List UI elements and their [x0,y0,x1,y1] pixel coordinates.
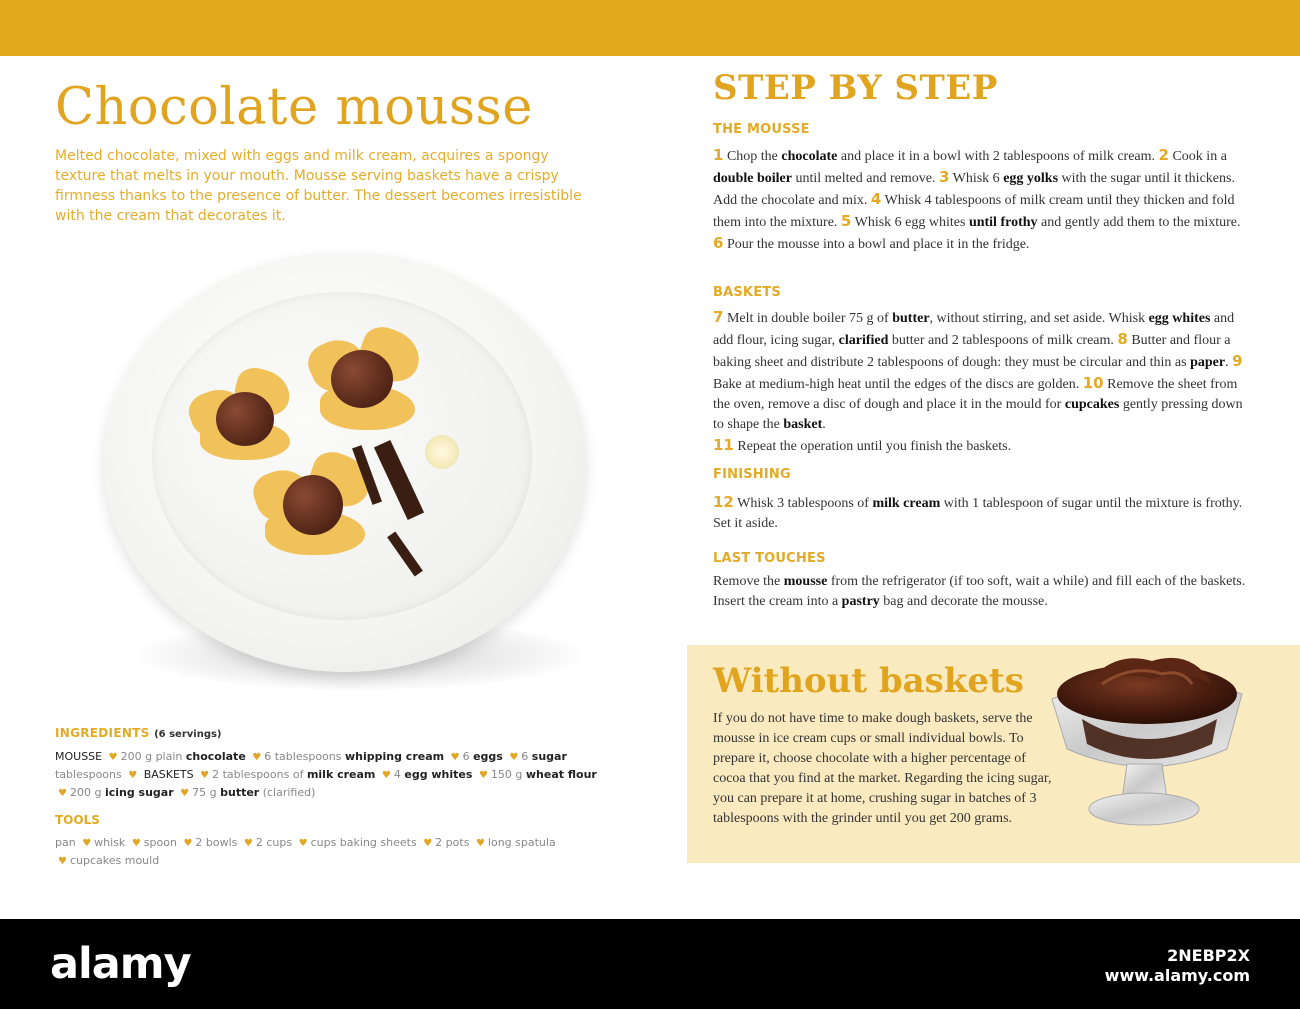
step-text: Whisk 3 tablespoons of [733,496,873,511]
cup-icon: ♥ [450,752,460,763]
step-by-step-title: STEP BY STEP [713,68,998,108]
ingredient-item: 75 g [192,786,221,799]
cup-icon: ♥ [82,838,92,849]
step-text: Melt in double boiler 75 g of [723,311,893,326]
cup-icon: ♥ [478,770,488,781]
step-text: butter and 2 tablespoons of milk cream. [888,333,1118,348]
step-number: 6 [713,234,724,252]
step-text: gently pressing down to shape the [713,397,1243,432]
step-text: Chop the [723,149,782,164]
ingredient-item: 6 [521,750,532,763]
baskets-label: BASKETS [143,768,194,781]
cup-icon: ♥ [131,838,141,849]
ingredient-item: (clarified) [262,786,316,799]
mousse-basket [255,455,375,565]
mousse-steps [713,145,1253,255]
key-term: mousse [783,574,828,589]
finishing-steps [713,492,1253,534]
cup-icon: ♥ [475,838,485,849]
step-text: Bake at medium-high heat until the edges of the discs are golden. [713,377,1083,392]
key-term: double boiler [713,171,792,186]
cup-icon: ♥ [252,752,262,763]
tool-item: spoon [143,836,177,849]
step-text: Whisk 4 tablespoons of milk cream until they thicken and fold them into the mixture. [713,193,1235,230]
key-term: chocolate [781,149,838,164]
tool-item: pan [55,836,76,849]
step-number: 1 [713,146,724,164]
cup-icon: ♥ [298,838,308,849]
step-number: 5 [840,212,852,230]
cup-icon: ♥ [243,838,253,849]
step-text: Whisk 6 egg whites [851,215,969,230]
key-term: clarified [838,333,889,348]
step-number: 2 [1158,146,1169,164]
last-touches-steps [713,572,1253,612]
ingredient-item: 4 [393,768,405,781]
mousse-cup-photo [1042,639,1252,834]
mousse-basket [305,330,425,440]
step-text: Cook in a [1168,149,1227,164]
alamy-logo: alamy [50,939,191,989]
ingredient-item: 200 g [69,786,105,799]
key-term: butter [892,311,930,326]
step-number: 12 [713,493,734,511]
tools-heading: TOOLS [55,813,100,827]
step-text: until melted and remove. [791,171,939,186]
baskets-steps [713,307,1253,457]
step-number: 11 [713,436,734,454]
ingredients-list: MOUSSE ♥ 200 g plain chocolate ♥ 6 tablespoons whipping cream ♥ 6 eggs ♥ 6 sugar tablespoons ♥ BASKETS ♥ 2 tablespoons of milk cream ♥ 4 egg whites ♥ 150 g wheat flour ♥ 200 g icing sugar ♥ 75 g butter (clarified) [55,750,597,799]
step-text: from the refrigerator (if too soft, wait a while) and fill each of the baskets. Insert the cream into a [713,574,1246,609]
cup-icon: ♥ [200,770,210,781]
step-text: with the sugar until it thickens. Add the chocolate and mix. [713,171,1235,208]
mousse-heading: THE MOUSSE [713,122,810,137]
tool-item: 2 cups [255,836,293,849]
dessert-photo [100,250,600,700]
cup-icon: ♥ [128,770,138,781]
step-number: 7 [713,308,724,326]
step-text: and place it in a bowl with 2 tablespoons of milk cream. [837,149,1159,164]
step-text: Pour the mousse into a bowl and place it in the fridge. [723,237,1030,252]
ingredients-heading: INGREDIENTS (6 servings) [55,726,222,740]
last-touches-heading: LAST TOUCHES [713,551,826,566]
step-text: Remove the [713,574,784,589]
ingredient-item: 6 tablespoons [264,750,345,763]
step-text: , without stirring, and set aside. Whisk [929,311,1149,326]
finishing-heading: FINISHING [713,467,791,482]
step-text: Whisk 6 [949,171,1004,186]
step-text: with 1 tablespoon of sugar until the mixture is frothy. Set it aside. [713,496,1243,531]
step-text: bag and decorate the mousse. [879,594,1048,609]
ingredient-item: 200 g plain [120,750,186,763]
tool-item: 2 bowls [195,836,238,849]
mousse-label: MOUSSE [55,750,103,763]
tool-item: long spatula [487,836,556,849]
cup-icon: ♥ [423,838,433,849]
ingredient-item: 150 g [490,768,526,781]
tool-item: 2 pots [435,836,470,849]
image-id: 2NEBP2X [1167,946,1250,965]
key-term: basket [783,417,823,432]
site-url[interactable]: www.alamy.com [1104,966,1250,985]
recipe-title: Chocolate mousse [55,78,533,137]
tool-item: cupcakes mould [69,854,160,867]
servings-count: (6 servings) [154,729,222,740]
cup-icon: ♥ [180,788,190,799]
without-baskets-box [687,645,1300,863]
recipe-intro: Melted chocolate, mixed with eggs and milk cream, acquires a spongy texture that melts in your mouth. Mousse serving baskets have a crispy firmness thanks to the presence of butter. The dessert becomes irresistible with the cream that decorates it. [55,148,582,224]
without-baskets-text: If you do not have time to make dough baskets, serve the mousse in ice cream cups or small individual bowls. To prepare it, choose chocolate with a higher percentage of cocoa that you find at the market. Regarding the icing sugar, you can prepare it at home, crushing sugar in batches of 3 tablespoons with the grinder until you get 200 grams. [713,711,1052,826]
header-bar [0,0,1300,56]
cup-icon: ♥ [381,770,391,781]
tool-item: cups baking sheets [310,836,417,849]
step-text: and add flour, icing sugar, [713,311,1235,348]
key-term: until frothy [968,215,1038,230]
step-text: . [1225,355,1233,370]
cup-icon: ♥ [509,752,519,763]
tools-list [55,834,600,870]
key-term: cupcakes [1064,397,1120,412]
key-term: egg whites [1148,311,1211,326]
ingredient-item: 2 tablespoons of [212,768,307,781]
cup-icon: ♥ [108,752,118,763]
step-number: 4 [870,190,882,208]
step-number: 9 [1232,352,1243,370]
step-text: Butter and flour a baking sheet and distribute 2 tablespoons of dough: they must be circular and thin as [713,333,1231,370]
cup-icon: ♥ [58,788,67,799]
tool-item: whisk [94,836,126,849]
step-number: 8 [1117,330,1128,348]
key-term: egg yolks [1003,171,1059,186]
step-text: Remove the sheet from the oven, remove a disc of dough and place it in the mould for [713,377,1238,412]
step-number: 3 [938,168,950,186]
cup-icon: ♥ [183,838,193,849]
cream-garnish [425,435,459,469]
step-number: 10 [1082,374,1104,392]
cup-icon: ♥ [58,856,67,867]
step-text: and gently add them to the mixture. [1037,215,1241,230]
key-term: pastry [841,594,880,609]
ingredient-item: tablespoons [55,768,122,781]
without-baskets-title: Without baskets [713,661,1024,701]
step-text: Repeat the operation until you finish the baskets. [733,439,1012,454]
key-term: paper [1190,355,1226,370]
footer-banner [0,919,1300,1009]
baskets-heading: BASKETS [713,285,781,300]
ingredient-item: 6 [462,750,474,763]
key-term: milk cream [872,496,941,511]
step-text: . [822,417,826,432]
